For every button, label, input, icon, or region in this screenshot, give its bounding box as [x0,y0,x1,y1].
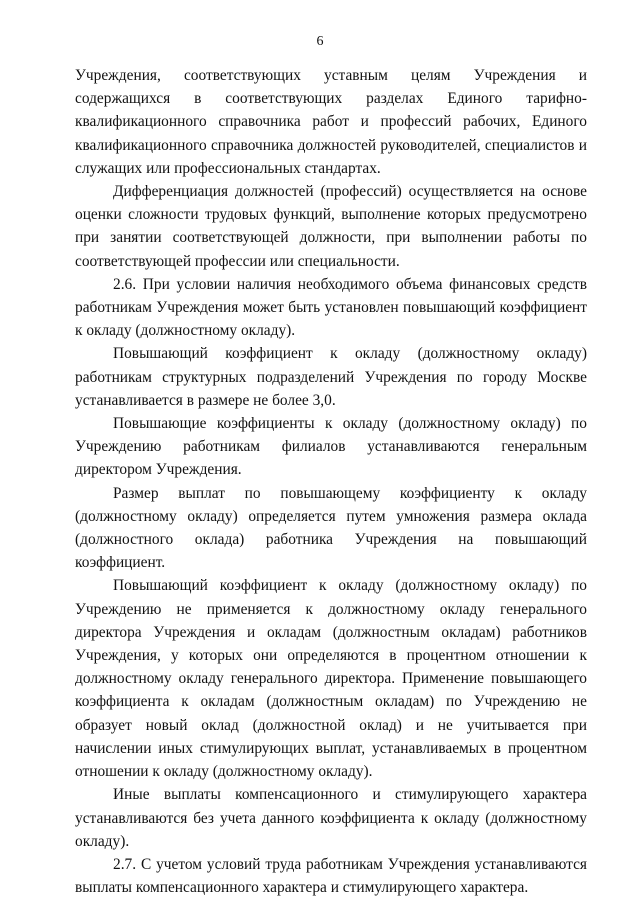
paragraph-coefficient-exclusion: Повышающий коэффициент к окладу (должностному окладу) по Учреждению не применяется к должностному окладу генерального директора Учреждения и окладам (должностным окладам) работников Учреждения, у которых они определяются в процентном отношении к должностному окладу генерального директора. Применение повышающего коэффициента к окладам (должностным окладам) по Учреждению не образует новый оклад (должностной оклад) и не учитывается при начислении иных стимулирующих выплат, устанавливаемых в процентном отношении к окладу (должностному окладу). [75,577,587,781]
paragraph-other-payments: Иные выплаты компенсационного и стимулирующего характера устанавливаются без учета данного коэффициента к окладу (должностному окладу). [75,786,587,850]
paragraph-moscow-coefficient: Повышающий коэффициент к окладу (должностному окладу) работникам структурных подразделений Учреждения по городу Москве устанавливается в размере не более 3,0. [75,345,587,409]
paragraph-payment-size: Размер выплат по повышающему коэффициенту к окладу (должностному окладу) определяется путем умножения размера оклада (должностного оклада) работника Учреждения на повышающий коэффициент. [75,484,587,572]
document-body [75,64,587,899]
paragraph-branch-coefficients: Повышающие коэффициенты к окладу (должностному окладу) по Учреждению работникам филиалов устанавливаются генеральным директором Учреждения. [75,415,587,479]
paragraph-differentiation: Дифференциация должностей (профессий) осуществляется на основе оценки сложности трудовых функций, выполнение которых предусмотрено при занятии соответствующей должности, при выполнении работы по соответствующей профессии или специальности. [75,183,587,270]
paragraph-continuation: Учреждения, соответствующих уставным целям Учреждения и содержащихся в соответствующих разделах Единого тарифно-квалификационного справочника работ и профессий рабочих, Единого квалификационного справочника должностей руководителей, специалистов и служащих или профессиональных стандартах. [75,67,587,177]
paragraph-2-7: 2.7. С учетом условий труда работникам Учреждения устанавливаются выплаты компенсационного характера и стимулирующего характера. [75,855,587,897]
paragraph-2-6: 2.6. При условии наличия необходимого объема финансовых средств работникам Учреждения может быть установлен повышающий коэффициент к окладу (должностному окладу). [75,275,587,340]
page-number: 6 [316,34,324,49]
